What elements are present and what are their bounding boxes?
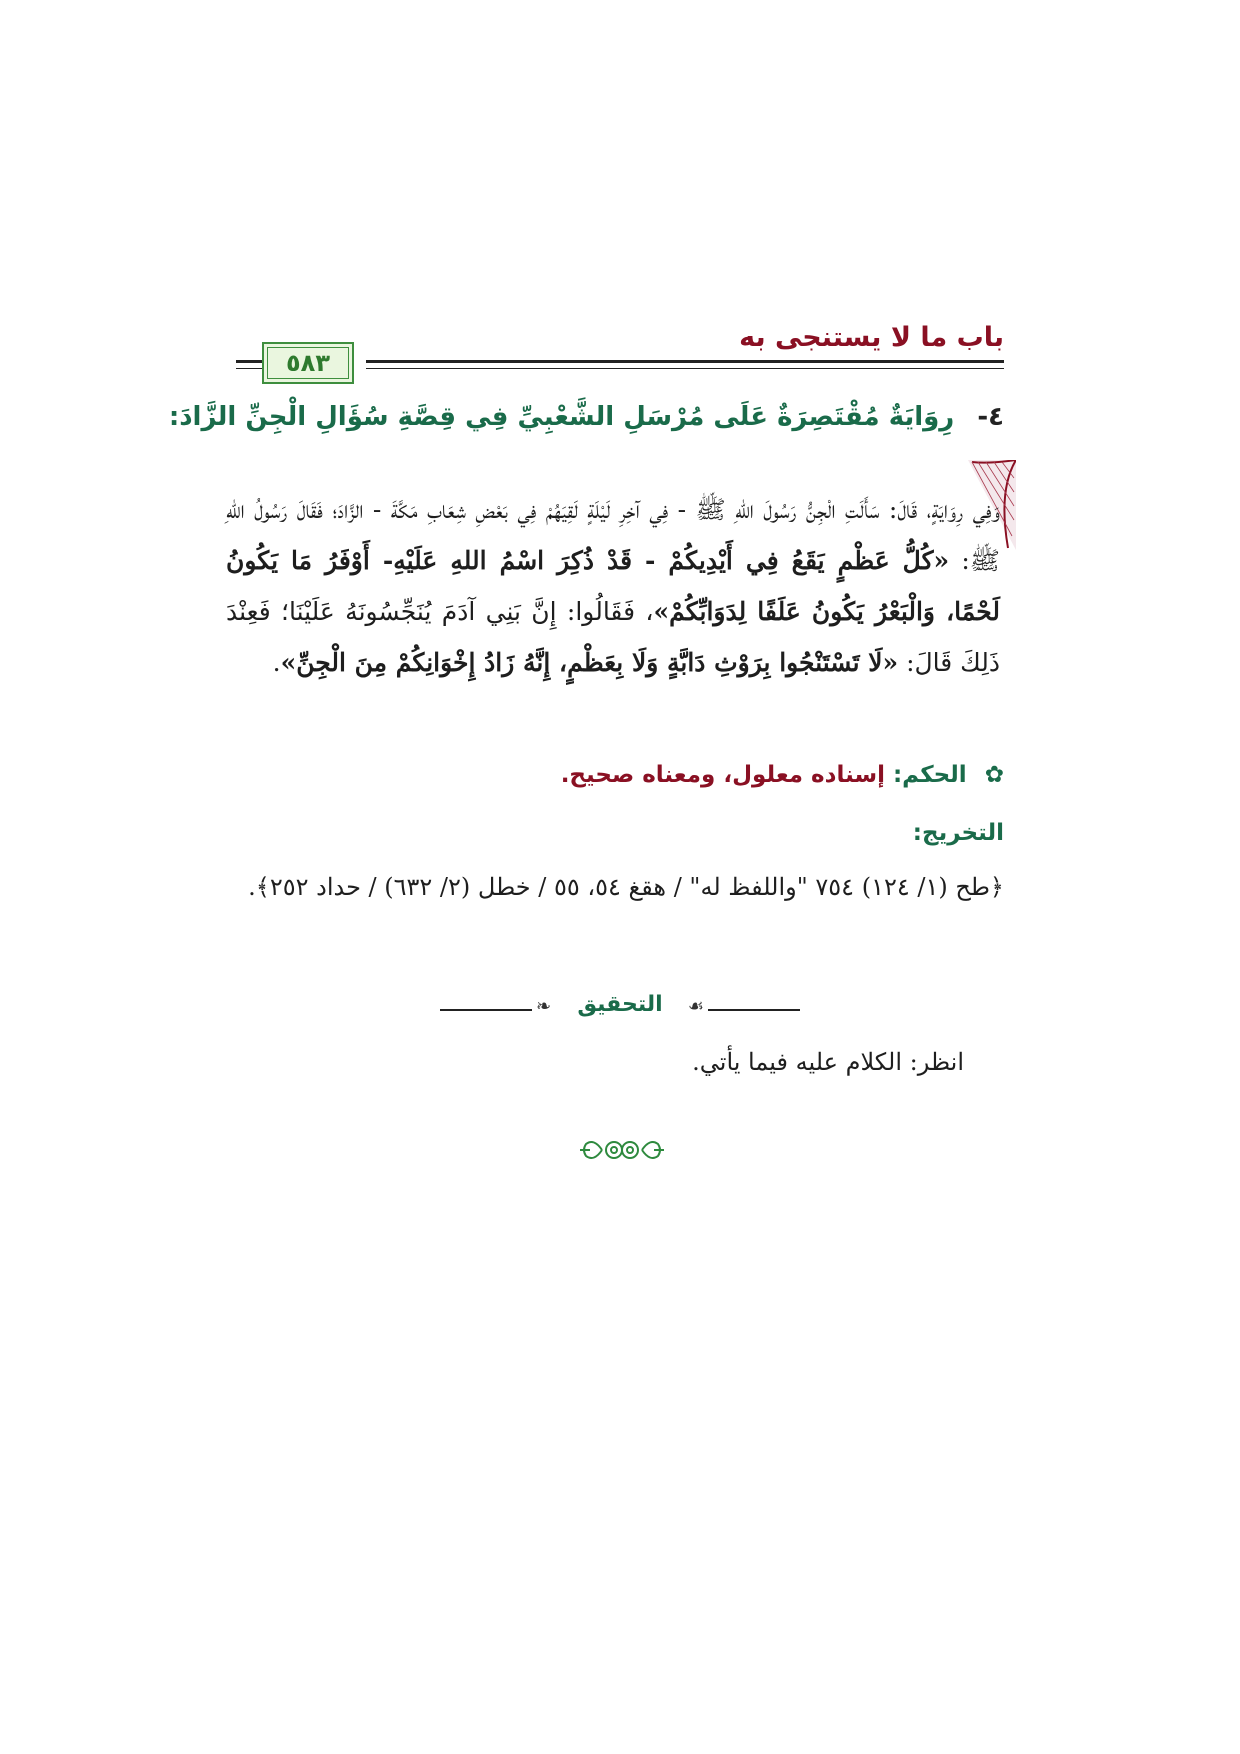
header-rule-left-thin <box>236 368 262 369</box>
page-number: ٥٨٣ <box>286 349 330 377</box>
tahqiq-divider <box>440 990 800 1030</box>
tahqiq-text: انظر: الكلام عليه فيما يأتي. <box>692 1048 964 1076</box>
hadith-text-part: ، فَقَالُوا: إِنَّ بَنِي آدَمَ يُنَجِّسُونَهُ عَلَيْنَا؛ فَعِنْدَ ذَلِكَ قَالَ: <box>226 597 1000 677</box>
header-rule <box>366 360 1004 363</box>
hadith-prophetic-quote: «كُلُّ عَظْمٍ يَقَعُ فِي أَيْدِيكُمْ - قَدْ ذُكِرَ اسْمُ اللهِ عَلَيْهِ- أَوْفَرُ مَا يَكُونُ لَحْمًا، وَالْبَعْرُ يَكُونُ عَلَفًا لِدَوَابِّكُمْ» <box>226 546 1000 626</box>
section-title: رِوَايَةٌ مُقْتَصِرَةٌ عَلَى مُرْسَلِ الشَّعْبِيِّ فِي قِصَّةِ سُؤَالِ الْجِنِّ الزَّادَ: <box>168 402 955 432</box>
flower-ornament-icon: ✿ <box>984 762 1004 788</box>
chapter-title: باب ما لا يستنجى به <box>739 322 1004 353</box>
hadith-text <box>226 484 1000 688</box>
section-number: ٤- <box>977 402 1004 432</box>
ruling-label: الحكم: <box>892 762 967 788</box>
ruling-text: إسناده معلول، ومعناه صحيح. <box>560 762 885 788</box>
header-rule-thin <box>366 368 1004 369</box>
divider-ornament-icon: ❧ <box>536 996 552 1017</box>
hadith-text-end: . <box>272 648 281 677</box>
tahqiq-heading: التحقيق <box>577 992 663 1017</box>
page-number-badge <box>262 342 354 384</box>
section-heading <box>168 402 1004 432</box>
header-rule-left <box>236 360 262 363</box>
hadith-text-part: وَفِي رِوَايَةٍ، قَالَ: سَأَلَتِ الْجِنُّ رَسُولَ اللهِ ﷺ - فِي آخِرِ لَيْلَةٍ لَقِيَهُمْ فِي بَعْضِ شِعَابِ مَكَّةَ - الزَّادَ؛ فَقَالَ رَسُولُ اللهِ ﷺ: <box>226 495 1000 575</box>
takhrij-text: ﴿طح (١/ ١٢٤) ٧٥٤ "واللفظ له" / هقغ ٥٤، ٥٥ / خطل (٢/ ٦٣٢) / حداد ٢٥٢﴾. <box>248 873 1004 901</box>
divider-ornament-icon: ☙ <box>687 996 704 1017</box>
end-ornament-icon <box>578 1130 666 1170</box>
hadith-prophetic-quote: «لَا تَسْتَنْجُوا بِرَوْثِ دَابَّةٍ وَلَا بِعَظْمٍ، إِنَّهُ زَادُ إِخْوَانِكُمْ مِنَ الْجِنِّ» <box>280 648 899 677</box>
takhrij-heading: التخريج: <box>912 820 1004 846</box>
ruling-line <box>236 762 1004 788</box>
